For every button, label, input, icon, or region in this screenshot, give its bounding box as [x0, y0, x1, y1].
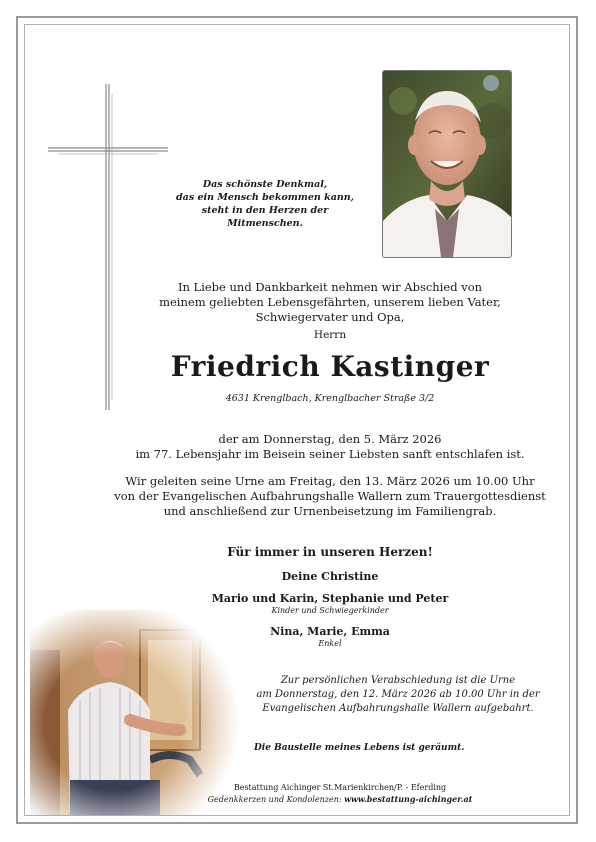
quote-line: steht in den Herzen der [201, 205, 329, 216]
salutation: Herrn [313, 329, 347, 341]
funeral-home: Bestattung Aichinger St.Marienkirchen/P. - Eferding [233, 783, 447, 792]
farewell-line: Zur persönlichen Verabschiedung ist die Urne [280, 675, 516, 686]
family-children-role: Kinder und Schwiegerkinder [271, 606, 389, 615]
service-line: von der Evangelischen Aufbahrungshalle Wallern zum Trauergottesdienst [114, 489, 546, 503]
intro-line: In Liebe und Dankbarkeit nehmen wir Abschied von [177, 280, 483, 294]
quote-line: das ein Mensch bekommen kann, [176, 192, 354, 203]
motto: Für immer in unseren Herzen! [227, 545, 433, 559]
farewell-line: Evangelischen Aufbahrungshalle Wallern aufgebahrt. [262, 703, 534, 714]
family-grandchildren-role: Enkel [318, 639, 342, 648]
quote-line: Das schönste Denkmal, [202, 179, 328, 190]
death-line: der am Donnerstag, den 5. März 2026 [218, 432, 442, 446]
deceased-address: 4631 Krenglbach, Krenglbacher Straße 3/2 [225, 393, 435, 404]
condolence-info [180, 794, 500, 804]
service-line: Wir geleiten seine Urne am Freitag, den 13. März 2026 um 10.00 Uhr [125, 474, 535, 488]
family-children: Mario und Karin, Stephanie und Peter [211, 592, 449, 605]
condolence-label: Gedenkkerzen und Kondolenzen: [207, 795, 345, 804]
family-grandchildren: Nina, Marie, Emma [270, 625, 390, 638]
intro-line: Schwiegervater und Opa, [255, 310, 405, 324]
service-line: und anschließend zur Urnenbeisetzung im Familiengrab. [163, 504, 497, 518]
farewell-line: am Donnerstag, den 12. März 2026 ab 10.00 Uhr in der [256, 689, 540, 700]
quote-line: Mitmenschen. [227, 218, 303, 229]
farewell-info [228, 674, 568, 716]
deceased-name: Friedrich Kastinger [170, 350, 490, 383]
memorial-quote [150, 178, 380, 230]
death-line: im 77. Lebensjahr im Beisein seiner Liebsten sanft entschlafen ist. [135, 447, 525, 461]
death-notice [80, 432, 580, 462]
service-info [80, 474, 580, 519]
intro-text [80, 280, 580, 325]
condolence-link[interactable]: www.bestattung-aichinger.at [344, 794, 473, 804]
closing-quote: Die Baustelle meines Lebens ist geräumt. [254, 743, 465, 753]
portrait-photo [382, 70, 512, 258]
family-partner: Deine Christine [281, 570, 379, 583]
intro-line: meinem geliebten Lebensgefährten, unserem lieben Vater, [159, 295, 501, 309]
